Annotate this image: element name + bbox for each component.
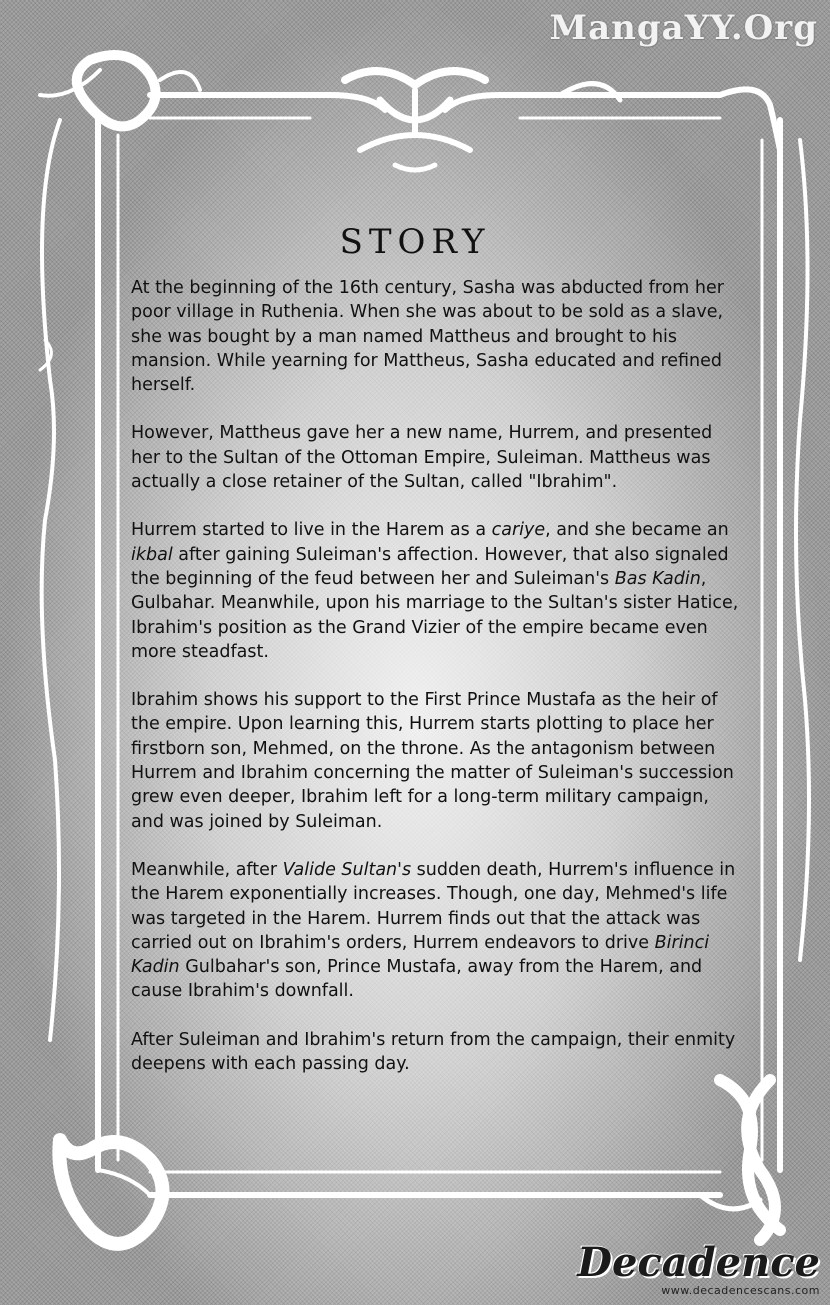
text-run: , Gulbahar. Meanwhile, upon his marriage to the Sultan's sister Hatice, Ibrahim's position as the Grand Vizier of the empire became even more steadfast. [131, 568, 739, 662]
page-title: STORY [339, 222, 491, 262]
italic-term: cariye [491, 520, 546, 541]
text-run: Gulbahar's son, Prince Mustafa, away from the Harem, and cause Ibrahim's downfall. [131, 957, 703, 1002]
italic-term: Bas Kadin [614, 568, 701, 589]
story-paragraph [131, 421, 741, 494]
story-paragraph [131, 1028, 741, 1077]
text-run: At the beginning of the 16th century, Sasha was abducted from her poor village in Ruthenia. When she was about to be sold as a slave, she was bought by a man named Mattheus and brought to his mansion. While yearning for Mattheus, Sasha educated and refined herself. [131, 278, 724, 396]
italic-term: Valide Sultan's [282, 859, 412, 880]
text-run: After Suleiman and Ibrahim's return from the campaign, their enmity deepens with each passing day. [131, 1029, 736, 1075]
scanlator-url: www.decadencescans.com [661, 1284, 820, 1297]
scanlator-logo: Decadence [577, 1239, 820, 1286]
watermark-text: MangaYY.Org [549, 8, 818, 48]
text-run: Hurrem started to live in the Harem as a [131, 520, 492, 541]
text-run: after gaining Suleiman's affection. However, that also signaled the beginning of the feud between her and Suleiman's [131, 544, 729, 589]
text-run: Meanwhile, after [131, 859, 283, 880]
story-paragraph [131, 518, 741, 664]
text-run: However, Mattheus gave her a new name, Hurrem, and presented her to the Sultan of the Ottoman Empire, Suleiman. Mattheus was actually a close retainer of the Sultan, called "Ibrahim". [131, 423, 713, 493]
story-paragraph [131, 858, 741, 1004]
text-run: Ibrahim shows his support to the First Prince Mustafa as the heir of the empire. Upon learning this, Hurrem starts plotting to place her firstborn son, Mehmed, on the throne. As the antagonism between Hurrem and Ibrahim concerning the matter of Suleiman's succession grew even deeper, Ibrahim left for a long-term military campaign, and was joined by Suleiman. [131, 690, 734, 832]
text-run: sudden death, Hurrem's influence in the Harem exponentially increases. Though, one day, Mehmed's life was targeted in the Harem. Hurrem finds out that the attack was carried out on Ibrahim's orders, Hurrem endeavors to drive [131, 859, 736, 953]
story-paragraph [131, 276, 741, 397]
text-run: , and she became an [545, 520, 729, 541]
italic-term: ikbal [131, 544, 173, 565]
story-text [131, 276, 741, 1100]
story-paragraph [131, 688, 741, 834]
scanlator-credit [577, 1239, 820, 1297]
italic-term: Birinci Kadin [131, 932, 710, 978]
